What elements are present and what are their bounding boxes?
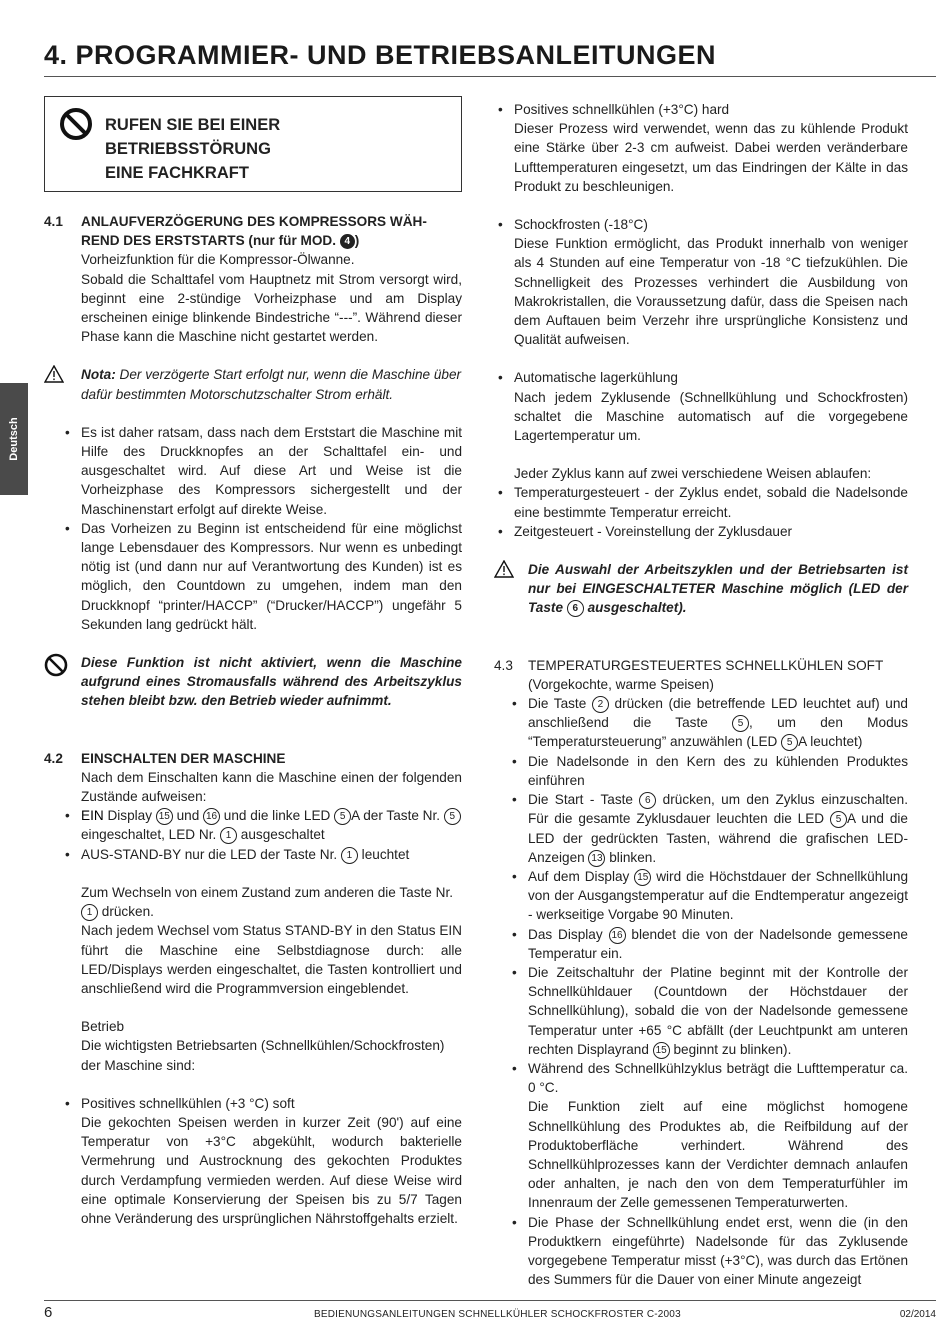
betrieb-text: Die wichtigsten Betriebsarten (Schnellkühlen/Schockfrosten) der Maschine sind: — [81, 1038, 445, 1073]
cycle-intro: Jeder Zyklus kann auf zwei verschiedene Weisen ablaufen: — [514, 466, 872, 482]
warning-line: RUFEN SIE BEI EINER — [105, 116, 281, 134]
prohibition-icon — [59, 107, 93, 146]
ref-number: 13 — [588, 850, 605, 867]
selection-warning-text: Die Auswahl der Arbeitszyklen und der Betriebsarten ist nur bei EINGESCHALTETER Maschine möglich (LED der Taste 6 ausgeschaltet). — [528, 562, 908, 616]
section-subheading: (Vorgekochte, warme Speisen) — [528, 676, 714, 692]
section-heading: EINSCHALTEN DER MASCHINE — [81, 750, 286, 766]
subheading-betrieb: Betrieb — [81, 1019, 125, 1035]
mode-text: Die gekochten Speisen werden in kurzer Zeit (90') auf eine Temperatur von +3°C abgekühlt, wodurch bakterielle Vermehrung und Austrocknung des gekochten Produktes durch Verdampfung vermieden werden. Auf diese Weise wird eine optimale Konservierung der Speisen bis zu 5/7 Tagen ohne Veränderung des ursprünglichen Nährstoffgehalts erzielt. — [81, 1114, 462, 1226]
section-number: 4.2 — [44, 750, 63, 766]
list-item: • Die Taste 2 drücken (die betreffende LED leuchtet auf) und anschließend die Taste 5 , um den Modus “Temperatursteuerung” anzuwählen (LED 5 A leuchtet) — [508, 694, 908, 752]
ref-number: 2 — [592, 696, 609, 713]
mode-text: Diese Funktion ermöglicht, das Produkt innerhalb von weniger als 4 Stunden auf eine Temperatur von -18 °C tiefzukühlen. Die Schnelligkeit des Prozesses verhindert die Ausbildung von Makrokristallen, die Voraussetzung dafür, dass die Speisen nach dem Auftauen beim Verzehr ihre ursprüngliche Konsistenz und Qualität aufweisen. — [514, 236, 908, 348]
mode-hard — [494, 100, 908, 196]
section-heading: ANLAUFVERZÖGERUNG DES KOMPRESSORS WÄH- — [81, 214, 427, 229]
section-4-1 — [44, 212, 462, 346]
list-item: • Die Zeitschaltuhr der Platine beginnt mit der Kontrolle der Schnellkühldauer (Countdown der Höchstdauer der Schnellkühlung), sobald die von der Nadelsonde gemessene Temperatur unter +65 °C abfällt (der Leuchtpunkt am unteren rechten Displayrand 15 beginnt zu blinken). — [508, 963, 908, 1059]
self-diagnosis-text: Nach jedem Wechsel vom Status STAND-BY in den Status EIN führt die Maschine eine Selbstdiagnose durch: alle LED/Displays werden eingeschaltet, die Tasten kontrolliert und anschließend wird die Programmversion eingeblendet. — [81, 923, 463, 996]
list-item: • Das Display 16 blendet die von der Nadelsonde gemessene Temperatur ein. — [508, 925, 908, 963]
footer-divider — [44, 1300, 936, 1301]
footer-title: BEDIENUNGSANLEITUNGEN SCHNELLKÜHLER SCHOCKFROSTER C-2003 — [314, 1309, 681, 1320]
ref-number: 15 — [156, 808, 173, 825]
warning-line: BETRIEBSSTÖRUNG — [105, 140, 271, 158]
mode-heading: • Positives schnellkühlen (+3°C) hard — [514, 102, 730, 117]
section-body: Sobald die Schalttafel vom Hauptnetz mit Strom versorgt wird, beginnt eine 2-stündige Vorheizphase und am Display erscheinen einige blinkende Bindestriche “---”. Während dieser Phase kann die Maschine nicht gestartet werden. — [81, 271, 462, 345]
right-column — [494, 100, 908, 1289]
section-4-3 — [494, 656, 908, 1290]
ref-number: 5 — [444, 808, 461, 825]
list-item: • Die Nadelsonde in den Kern des zu kühlenden Produktes einführen — [508, 752, 908, 790]
ref-number: 5 — [781, 734, 798, 751]
ref-number: 1 — [220, 827, 237, 844]
state-ein: • EIN Display 15 und 16 und die linke LED 5 A der Taste Nr. 5 eingeschaltet, LED Nr. 1 ausgeschaltet — [61, 806, 462, 844]
section-heading: TEMPERATURGESTEUERTES SCHNELLKÜHLEN SOFT — [528, 657, 884, 673]
section-subheading: Vorheizfunktion für die Kompressor-Ölwanne. — [81, 252, 355, 268]
mode-text: Dieser Prozess wird verwendet, wenn das zu kühlende Produkt eine Stärke über 2-3 cm aufweist. Dabei werden veränderbare Lufttemperaturen eingesetzt, um das Eindringen der Kälte in das Produkt zu beschleunigen. — [514, 121, 908, 194]
ref-number: 1 — [341, 847, 358, 864]
mode-shock — [494, 215, 908, 349]
mode-heading: • Schockfrosten (-18°C) — [514, 217, 648, 233]
section-intro: Nach dem Einschalten kann die Maschine einen der folgenden Zustände aufweisen: — [81, 769, 462, 805]
left-column — [44, 96, 462, 1228]
switch-instruction: Zum Wechseln von einem Zustand zum anderen die Taste Nr. 1 drücken. — [81, 884, 454, 920]
mode-soft — [61, 1094, 462, 1228]
ref-number: 15 — [653, 1042, 670, 1059]
procedure-list — [508, 694, 908, 1289]
page-title: 4. PROGRAMMIER- UND BETRIEBSANLEITUNGEN — [44, 40, 717, 70]
side-tab-label: Deutsch — [8, 417, 20, 461]
section-4-2 — [44, 749, 462, 1228]
ref-number: 15 — [634, 869, 651, 886]
ref-number: 5 — [732, 715, 749, 732]
cycle-type-list — [494, 483, 908, 541]
list-item: • Das Vorheizen zu Beginn ist entscheidend für eine möglichst lange Lebensdauer des Kompressors. Nur wenn es unbedingt nötig ist (und dann nur auf Verantwortung des Kunden) ist es möglich, den Countdown zu umgehen, indem man den Druckknopf “printer/HACCP” (“Drucker/HACCP”) ungefähr 5 Sekunden lang gedrückt hält. — [61, 519, 462, 634]
state-list — [61, 806, 462, 864]
cycle-temperature: • Temperaturgesteuert - der Zyklus endet, sobald die Nadelsonde eine bestimmte Temperatur erreicht. — [494, 483, 908, 521]
section-number: 4.1 — [44, 214, 63, 229]
warning-line: EINE FACHKRAFT — [105, 164, 249, 182]
ref-number: 6 — [567, 600, 584, 617]
ref-number: 5 — [334, 808, 351, 825]
mode-text: Nach jedem Zyklusende (Schnellkühlung und Schockfrosten) schaltet die Maschine automatisch auf die vorgegebene Lagertemperatur um. — [514, 389, 908, 444]
list-item: • Die Phase der Schnellkühlung endet erst, wenn die (in den Produktkern eingeführte) Nadelsonde für das Zyklusende vorgegebene Temperatur misst (+3°C), was durch das Ertönen des Summers für die Dauer von einer Minute angezeigt — [508, 1213, 908, 1290]
title-divider — [44, 76, 936, 77]
prohibition-note — [44, 653, 462, 711]
list-item: • Auf dem Display 15 wird die Höchstdauer der Schnellkühlung von der Ausgangstemperatur auf die Endtemperatur angezeigt - werkseitige Vorgabe 90 Minuten. — [508, 867, 908, 925]
ref-number: 1 — [81, 904, 98, 921]
selection-warning — [494, 560, 908, 618]
mode-list — [61, 1094, 462, 1228]
ref-number: 16 — [609, 927, 626, 944]
list-item: • Während des Schnellkühlzyklus beträgt die Lufttemperatur ca. 0 °C. Die Funktion zielt auf eine möglichst homogene Schnellkühlung des Produktes ab, die Reifbildung auf der Produktoberfläche verhindert. Während des Schnellkühlprozesses kann der Verdichter demnach anlaufen oder anhalten, je nach den von dem Temperaturfühler im Innenraum der Zelle gemessenen Temperaturwerten. — [508, 1059, 908, 1213]
page-number: 6 — [44, 1304, 53, 1321]
warning-triangle-icon — [44, 365, 64, 388]
mode-heading: • Automatische lagerkühlung — [514, 370, 678, 386]
note-text: Nota: Der verzögerte Start erfolgt nur, wenn die Maschine über dafür bestimmten Motorschutzschalter Strom erhält. — [81, 367, 462, 402]
section-number: 4.3 — [494, 657, 513, 673]
ref-number: 5 — [830, 811, 847, 828]
note-block — [44, 365, 462, 403]
preheat-list — [44, 423, 462, 634]
warning-triangle-icon — [494, 560, 514, 583]
mode-list-continued — [494, 100, 908, 445]
list-item: • Es ist daher ratsam, dass nach dem Erststart die Maschine mit Hilfe des Druckknopfes an der Schalttafel ein- und ausgeschaltet wird. Auf diese Art und Weise ist die Vorheizphase des Kompressors sichergestellt und der Maschinenstart erfolgt auf direkte Weise. — [61, 423, 462, 519]
footer-date: 02/2014 — [899, 1309, 936, 1320]
cycle-time: • Zeitgesteuert - Voreinstellung der Zyklusdauer — [494, 522, 908, 541]
prohibition-text: Diese Funktion ist nicht aktiviert, wenn die Maschine aufgrund eines Stromausfalls während des Arbeitszyklus stehen bleibt bzw. den Betrieb wieder aufnimmt. — [81, 655, 462, 709]
ref-number: 16 — [203, 808, 220, 825]
section-heading-cont: REND DES ERSTSTARTS (nur für MOD. 4 ) — [81, 233, 360, 249]
ref-number: 6 — [639, 792, 656, 809]
list-item: • Die Start - Taste 6 drücken, um den Zyklus einzuschalten. Für die gesamte Zyklusdauer leuchten die LED 5 A und die LED der gedrückten Tasten, während die grafischen LED-Anzeigen 13 blinken. — [508, 790, 908, 867]
model-badge: 4 — [340, 234, 355, 249]
service-warning-text — [105, 113, 280, 185]
mode-heading: • Positives schnellkühlen (+3 °C) soft — [81, 1095, 295, 1111]
service-warning-box — [44, 96, 462, 192]
state-standby: • AUS-STAND-BY nur die LED der Taste Nr. 1 leuchtet — [61, 845, 462, 864]
prohibition-icon — [44, 653, 68, 682]
mode-storage — [494, 368, 908, 445]
language-side-tab — [0, 383, 28, 495]
